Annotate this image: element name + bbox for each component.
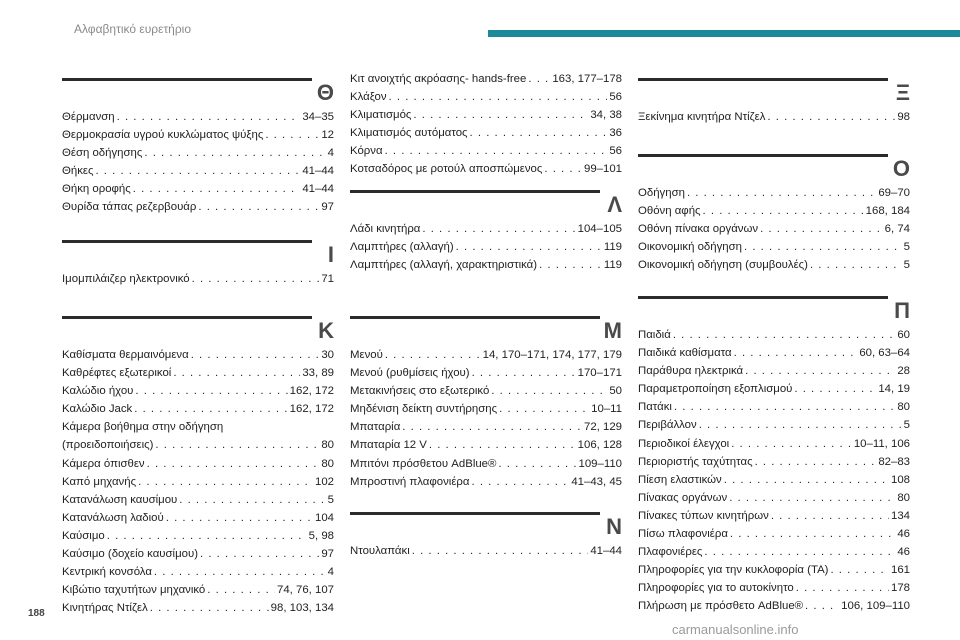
entry-term: Πλήρωση με πρόσθετο AdBlue® <box>638 600 804 613</box>
running-header: Αλφαβητικό ευρετήριο <box>74 22 192 36</box>
section-rule <box>638 296 888 299</box>
section-header <box>62 78 334 108</box>
entry-term: Λαμπτήρες (αλλαγή) <box>350 241 454 254</box>
index-entry <box>62 545 334 563</box>
dot-leader <box>413 106 588 124</box>
entry-term: Κάμερα όπισθεν <box>62 457 145 470</box>
dot-leader <box>699 416 902 434</box>
entry-term: Μετακινήσεις στο εξωτερικό <box>350 385 490 398</box>
entry-term: Περιβάλλον <box>638 419 697 432</box>
dot-leader <box>412 542 589 560</box>
dot-leader <box>760 220 883 238</box>
index-entry <box>638 362 910 380</box>
dot-leader <box>724 471 889 489</box>
entry-term: Πίεση ελαστικών <box>638 473 722 486</box>
entry-pages: 34, 38 <box>590 109 622 122</box>
entry-list <box>62 108 334 217</box>
index-entry <box>350 220 622 238</box>
index-section <box>350 512 622 560</box>
dot-leader <box>429 436 576 454</box>
dot-leader <box>704 543 895 561</box>
index-entry <box>350 88 622 106</box>
dot-leader <box>767 108 895 126</box>
entry-list <box>638 108 910 126</box>
entry-pages: 30 <box>321 349 334 361</box>
dot-leader <box>796 579 889 597</box>
entry-term: Κλιματισμός αυτόματος <box>350 127 468 140</box>
entry-term: Ξεκίνημα κινητήρα Ντίζελ <box>638 111 766 123</box>
entry-term: Περιοριστής ταχύτητας <box>638 455 753 468</box>
section-letter: Θ <box>316 80 334 105</box>
index-entry <box>62 473 334 491</box>
entry-term: Κλιματισμός <box>350 109 412 122</box>
dot-leader <box>150 599 269 617</box>
entry-pages: 80 <box>321 439 334 452</box>
index-entry <box>638 108 910 126</box>
dot-leader <box>154 563 326 581</box>
entry-pages: 5, 98 <box>308 529 334 542</box>
index-section <box>350 70 622 179</box>
entry-pages: 102 <box>314 475 334 488</box>
dot-leader <box>730 525 895 543</box>
entry-term: Πληροφορίες για το αυτοκίνητο <box>638 582 794 595</box>
index-entry <box>350 238 622 256</box>
index-entry <box>62 364 334 382</box>
entry-term: Πληροφορίες για την κυκλοφορία (TA) <box>638 564 829 577</box>
entry-pages: 10–11 <box>591 403 622 416</box>
entry-pages: 69–70 <box>878 187 910 199</box>
index-entry <box>350 436 622 454</box>
entry-term: Παράθυρα ηλεκτρικά <box>638 365 744 378</box>
entry-term: Κατανάλωση λαδιού <box>62 511 164 524</box>
index-entry <box>350 256 622 274</box>
index-entry <box>638 507 910 525</box>
dot-leader <box>95 162 300 180</box>
index-entry <box>62 436 334 454</box>
section-header <box>638 78 910 108</box>
index-entry <box>62 455 334 473</box>
entry-list <box>638 326 910 616</box>
dot-leader <box>389 88 608 106</box>
index-entry <box>350 106 622 124</box>
index-entry <box>638 344 910 362</box>
entry-term: Πίνακες τύπων κινητήρων <box>638 509 769 522</box>
entry-pages: 56 <box>609 145 622 158</box>
index-entry <box>350 382 622 400</box>
index-entry <box>638 398 910 416</box>
dot-leader <box>491 382 607 400</box>
index-section <box>638 78 910 126</box>
dot-leader <box>499 400 589 418</box>
entry-pages: 71 <box>321 273 334 285</box>
entry-term: Περιοδικοί έλεγχοι <box>638 437 730 450</box>
entry-pages: 50 <box>609 385 622 398</box>
entry-pages: 119 <box>603 241 622 254</box>
index-entry <box>350 346 622 364</box>
dot-leader <box>134 400 287 418</box>
section-rule <box>62 316 312 319</box>
entry-pages: 41–44 <box>590 545 622 557</box>
entry-pages: 5 <box>903 241 910 254</box>
index-entry <box>638 489 910 507</box>
dot-leader <box>198 198 319 216</box>
entry-term: Πίνακας οργάνων <box>638 491 728 504</box>
entry-term: Καπό μηχανής <box>62 475 137 488</box>
entry-list <box>62 346 334 617</box>
dot-leader <box>402 418 582 436</box>
entry-pages: 178 <box>890 582 910 595</box>
index-entry <box>638 453 910 471</box>
entry-term: Μενού (ρυθμίσεις ήχου) <box>350 367 470 380</box>
dot-leader <box>731 435 852 453</box>
index-section <box>350 190 622 274</box>
entry-list <box>350 542 622 560</box>
index-entry <box>638 597 910 615</box>
entry-pages: 5 <box>327 493 334 506</box>
index-entry <box>350 160 622 178</box>
dot-leader <box>472 364 576 382</box>
dot-leader <box>744 238 902 256</box>
dot-leader <box>810 256 902 274</box>
entry-term: Καλώδιο Jack <box>62 403 133 416</box>
entry-term: Κεντρική κονσόλα <box>62 566 152 579</box>
dot-leader <box>207 581 275 599</box>
entry-pages: 119 <box>603 259 622 272</box>
dot-leader <box>117 108 301 126</box>
index-entry <box>350 400 622 418</box>
dot-leader <box>830 561 889 579</box>
entry-list <box>62 270 334 288</box>
dot-leader <box>673 326 896 344</box>
index-entry <box>62 126 334 144</box>
dot-leader <box>729 489 895 507</box>
entry-term: Οθόνη πίνακα οργάνων <box>638 223 759 236</box>
entry-term: Μπροστινή πλαφονιέρα <box>350 475 470 488</box>
entry-pages: 4 <box>327 566 334 579</box>
entry-pages: 41–44 <box>302 165 334 178</box>
entry-list <box>350 70 622 179</box>
section-letter: Κ <box>318 318 334 343</box>
entry-pages: 41–43, 45 <box>571 475 622 488</box>
entry-term: Μηδένιση δείκτη συντήρησης <box>350 403 498 416</box>
entry-pages: 46 <box>897 528 910 541</box>
entry-term: Μπιτόνι πρόσθετου AdBlue® <box>350 457 497 470</box>
dot-leader <box>745 362 895 380</box>
index-entry <box>62 180 334 198</box>
index-entry <box>62 108 334 126</box>
entry-pages: 5 <box>903 419 910 432</box>
index-entry <box>62 144 334 162</box>
entry-pages: 60, 63–64 <box>859 347 910 360</box>
dot-leader <box>147 455 320 473</box>
entry-term: Ιμομπιλάιζερ ηλεκτρονικό <box>62 273 190 285</box>
index-entry <box>350 142 622 160</box>
entry-term: Θήκες <box>62 165 94 178</box>
entry-pages: 97 <box>321 201 334 214</box>
entry-term: Ντουλαπάκι <box>350 545 410 557</box>
entry-pages: 98, 103, 134 <box>270 602 334 615</box>
entry-term: Κιτ ανοιχτής ακρόασης- hands-free <box>350 73 527 85</box>
entry-term: Οθόνη αφής <box>638 205 701 218</box>
entry-term: Πίσω πλαφονιέρα <box>638 528 728 541</box>
entry-pages: 170–171 <box>577 367 622 380</box>
index-entry <box>62 527 334 545</box>
entry-term: Πλαφονιέρες <box>638 546 703 559</box>
dot-leader <box>456 238 602 256</box>
entry-pages: 6, 74 <box>884 223 910 236</box>
entry-pages: 97 <box>321 548 334 561</box>
entry-term: Καύσιμο (δοχείο καυσίμου) <box>62 548 198 561</box>
entry-pages: 98 <box>897 111 910 123</box>
entry-term: Καλώδιο ήχου <box>62 385 134 398</box>
dot-leader <box>135 382 287 400</box>
entry-term: Μπαταρία 12 V <box>350 439 427 452</box>
entry-pages: 28 <box>897 365 910 378</box>
dot-leader <box>544 160 582 178</box>
index-section <box>638 154 910 274</box>
index-entry <box>350 473 622 491</box>
index-entry <box>638 238 910 256</box>
header-accent-bar <box>488 30 960 37</box>
index-entry <box>638 435 910 453</box>
index-entry <box>62 400 334 418</box>
entry-term: Λαμπτήρες (αλλαγή, χαρακτηριστικά) <box>350 259 538 272</box>
entry-term: Μενού <box>350 349 383 361</box>
entry-pages: 14, 170–171, 174, 177, 179 <box>482 349 622 361</box>
entry-term: (προειδοποιήσεις) <box>62 439 154 452</box>
dot-leader <box>192 270 320 288</box>
index-entry <box>638 326 910 344</box>
index-entry <box>638 525 910 543</box>
index-section <box>350 316 622 491</box>
entry-list <box>350 220 622 274</box>
entry-term: Θέση οδήγησης <box>62 147 143 160</box>
entry-pages: 104 <box>314 511 334 524</box>
dot-leader <box>179 491 325 509</box>
dot-leader <box>166 509 313 527</box>
entry-term: Θερμοκρασία υγρού κυκλώματος ψύξης <box>62 129 264 142</box>
dot-leader <box>771 507 889 525</box>
entry-pages: 12 <box>321 129 334 142</box>
index-entry <box>638 561 910 579</box>
dot-leader <box>703 202 864 220</box>
section-rule <box>62 240 312 243</box>
entry-term: Παιδικά καθίσματα <box>638 347 732 360</box>
dot-leader <box>539 256 602 274</box>
entry-pages: 80 <box>897 401 910 414</box>
index-entry <box>62 162 334 180</box>
entry-term: Καθίσματα θερμαινόμενα <box>62 349 189 361</box>
dot-leader <box>155 436 319 454</box>
dot-leader <box>471 473 569 491</box>
section-letter: Μ <box>603 318 622 343</box>
index-entry <box>638 543 910 561</box>
entry-term: Μπαταρία <box>350 421 401 434</box>
entry-pages: 80 <box>321 457 334 470</box>
index-section <box>62 78 334 217</box>
index-entry <box>350 70 622 88</box>
index-entry <box>638 256 910 274</box>
index-section <box>638 296 910 616</box>
index-entry <box>62 509 334 527</box>
dot-leader <box>674 398 895 416</box>
entry-pages: 60 <box>897 329 910 341</box>
entry-term: Κοτσαδόρος με ροτούλ αποσπώμενος <box>350 163 543 176</box>
section-letter: Ξ <box>895 80 910 105</box>
index-entry <box>62 599 334 617</box>
dot-leader <box>755 453 877 471</box>
entry-pages: 162, 172 <box>289 385 334 398</box>
entry-list <box>350 346 622 491</box>
entry-term: Καύσιμο <box>62 529 105 542</box>
index-entry <box>350 364 622 382</box>
section-letter: Λ <box>607 192 622 217</box>
entry-term: Παραμετροποίηση εξοπλισμού <box>638 383 793 396</box>
index-entry <box>638 184 910 202</box>
entry-pages: 163, 177–178 <box>552 73 622 85</box>
index-entry <box>638 416 910 434</box>
entry-pages: 14, 19 <box>878 383 910 396</box>
index-entry <box>638 202 910 220</box>
section-header <box>62 240 334 270</box>
entry-term: Πατάκι <box>638 401 672 414</box>
section-rule <box>350 316 600 319</box>
entry-term: Κόρνα <box>350 145 383 158</box>
index-entry <box>62 270 334 288</box>
dot-leader <box>138 473 313 491</box>
entry-pages: 34–35 <box>302 111 334 123</box>
dot-leader <box>133 180 301 198</box>
entry-pages: 104–105 <box>577 223 622 235</box>
entry-term: Οικονομική οδήγηση <box>638 241 743 254</box>
index-section <box>62 316 334 617</box>
index-entry <box>638 380 910 398</box>
entry-list <box>638 184 910 274</box>
entry-pages: 46 <box>897 546 910 559</box>
dot-leader <box>687 184 876 202</box>
entry-term: Κλάξον <box>350 91 387 104</box>
entry-pages: 10–11, 106 <box>853 437 910 450</box>
dot-leader <box>385 142 608 160</box>
entry-term: Οικονομική οδήγηση (συμβουλές) <box>638 259 808 272</box>
entry-pages: 5 <box>903 259 910 272</box>
entry-term: Κιβώτιο ταχυτήτων μηχανικό <box>62 584 206 597</box>
dot-leader <box>422 220 575 238</box>
index-entry <box>350 124 622 142</box>
entry-pages: 33, 89 <box>302 367 334 380</box>
entry-term: Καθρέφτες εξωτερικοί <box>62 367 172 380</box>
dot-leader <box>385 346 481 364</box>
entry-pages: 74, 76, 107 <box>276 584 334 597</box>
entry-pages: 4 <box>327 147 334 160</box>
index-entry <box>350 542 622 560</box>
dot-leader <box>794 380 876 398</box>
section-header <box>350 512 622 542</box>
section-rule <box>350 190 600 193</box>
index-entry <box>62 491 334 509</box>
section-header <box>350 316 622 346</box>
section-header <box>62 316 334 346</box>
index-entry <box>62 346 334 364</box>
index-entry <box>350 455 622 473</box>
dot-leader <box>528 70 550 88</box>
entry-pages: 106, 109–110 <box>841 600 910 613</box>
entry-pages: 134 <box>890 509 910 522</box>
dot-leader <box>191 346 320 364</box>
entry-pages: 162, 172 <box>289 403 334 416</box>
section-rule <box>638 78 888 81</box>
section-letter: Ι <box>327 242 334 267</box>
index-entry <box>638 220 910 238</box>
entry-term: Κινητήρας Ντίζελ <box>62 602 148 615</box>
entry-pages: 168, 184 <box>865 205 910 218</box>
dot-leader <box>107 527 307 545</box>
index-entry <box>350 418 622 436</box>
index-entry <box>638 471 910 489</box>
entry-term: Οδήγηση <box>638 187 685 199</box>
entry-pages: 108 <box>890 473 910 486</box>
page-number: 188 <box>28 608 45 619</box>
section-rule <box>350 512 600 515</box>
dot-leader <box>734 344 858 362</box>
index-entry <box>62 563 334 581</box>
entry-pages: 41–44 <box>302 183 334 196</box>
index-entry <box>62 198 334 216</box>
section-header <box>350 190 622 220</box>
dot-leader <box>144 144 325 162</box>
dot-leader <box>173 364 300 382</box>
index-entry <box>62 418 334 436</box>
entry-pages: 161 <box>890 564 910 577</box>
section-rule <box>638 154 888 157</box>
section-rule <box>62 78 312 81</box>
entry-pages: 72, 129 <box>583 421 622 434</box>
entry-term: Θήκη οροφής <box>62 183 131 196</box>
watermark: carmanualsonline.info <box>672 622 799 637</box>
section-header <box>638 296 910 326</box>
dot-leader <box>200 545 319 563</box>
entry-pages: 80 <box>897 491 910 504</box>
index-entry <box>62 581 334 599</box>
index-section <box>62 240 334 288</box>
entry-term: Λάδι κινητήρα <box>350 223 421 235</box>
entry-term: Κάμερα βοήθημα στην οδήγηση <box>62 421 224 434</box>
dot-leader <box>805 597 839 615</box>
entry-pages: 106, 128 <box>577 439 622 452</box>
entry-pages: 99–101 <box>583 163 622 176</box>
dot-leader <box>470 124 608 142</box>
entry-pages: 56 <box>609 91 622 104</box>
entry-pages: 109–110 <box>578 457 622 470</box>
entry-term: Κατανάλωση καυσίμου <box>62 493 178 506</box>
section-letter: Ν <box>606 514 622 539</box>
section-header <box>638 154 910 184</box>
section-letter: Ο <box>892 156 910 181</box>
index-entry <box>62 382 334 400</box>
entry-term: Παιδιά <box>638 329 671 341</box>
index-entry <box>638 579 910 597</box>
dot-leader <box>498 455 576 473</box>
entry-term: Θέρμανση <box>62 111 115 123</box>
entry-term: Θυρίδα τάπας ρεζερβουάρ <box>62 201 197 214</box>
entry-pages: 36 <box>609 127 622 140</box>
dot-leader <box>265 126 319 144</box>
section-letter: Π <box>894 298 910 323</box>
entry-pages: 82–83 <box>878 455 910 468</box>
